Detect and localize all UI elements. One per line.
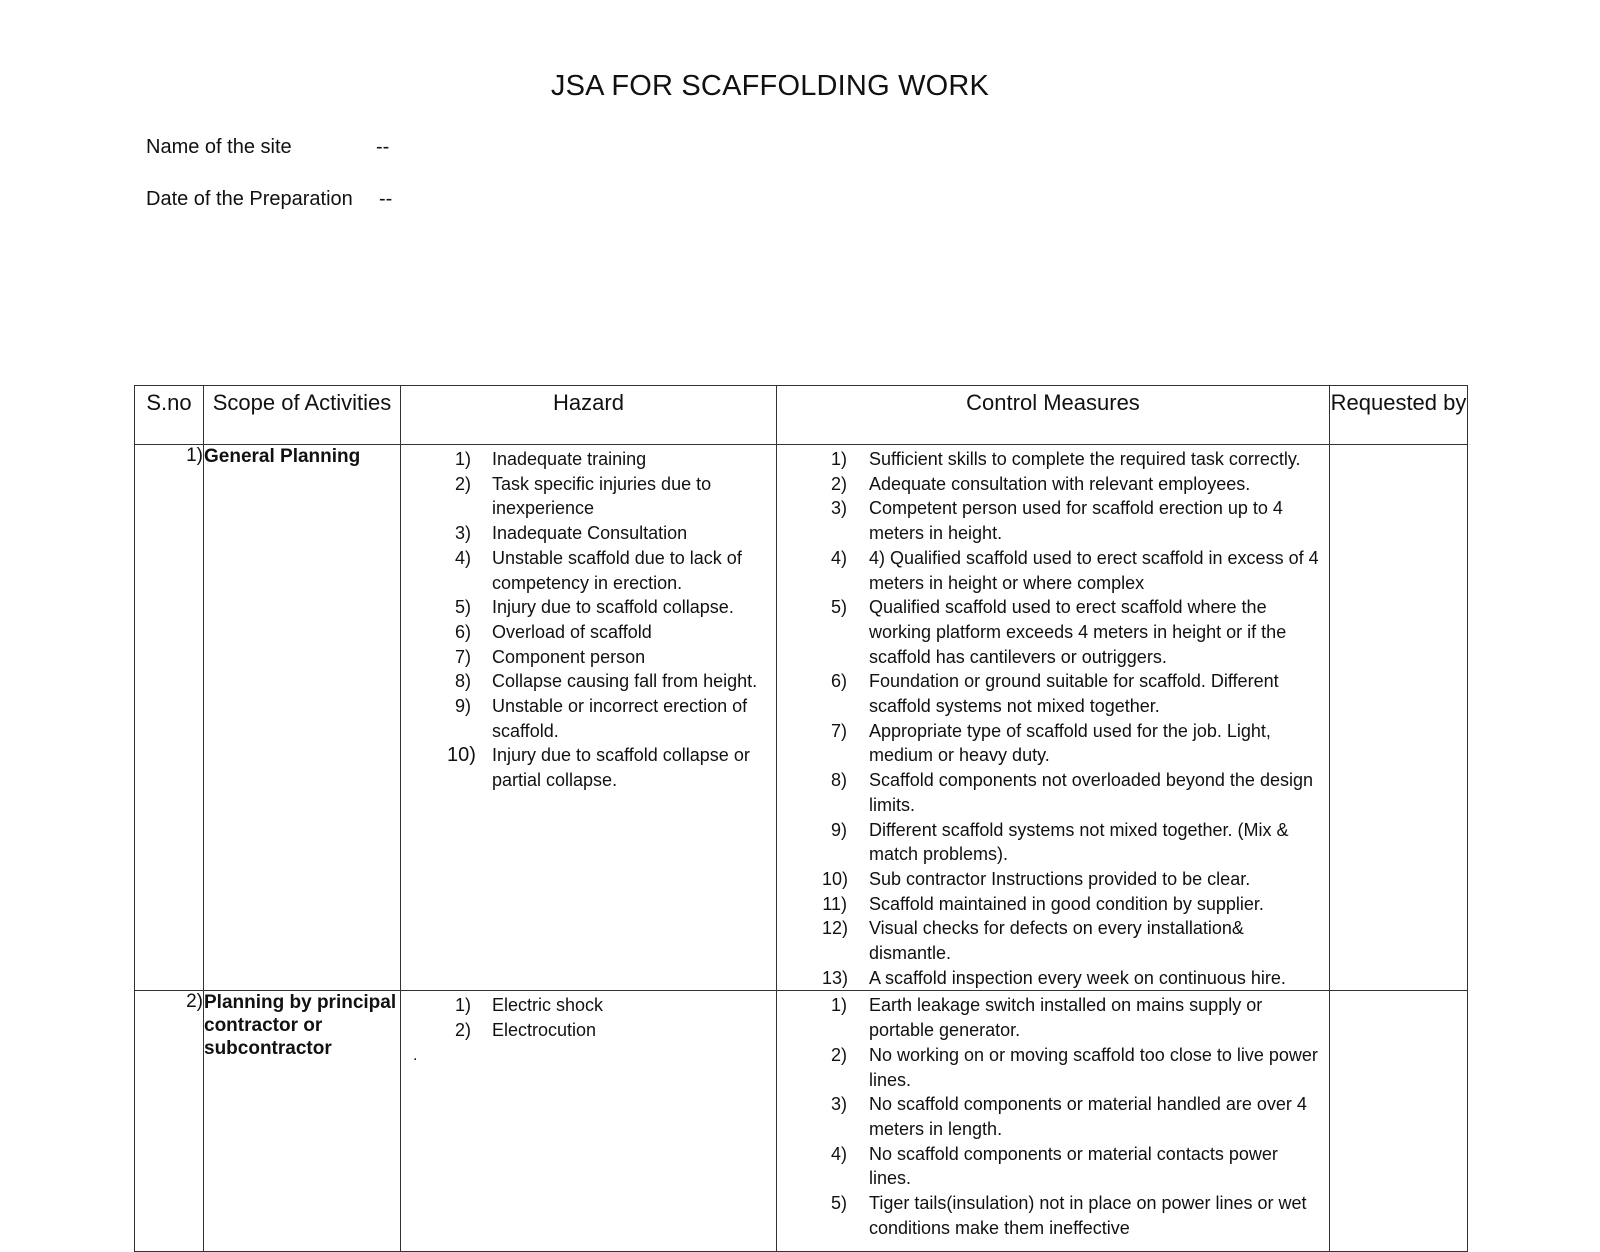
list-item-text: Different scaffold systems not mixed together. (Mix & match problems). [869,819,1289,865]
hazard-item [447,993,768,1018]
list-item-number: 2) [830,473,847,494]
hazard-item [447,620,768,645]
list-item-text: Scaffold maintained in good condition by supplier. [869,893,1264,914]
row-scope-of-activity: General Planning [204,445,401,991]
stray-mark: . [413,1046,418,1064]
site-name-label: Name of the site [146,136,292,158]
list-item-text: Inadequate training [492,449,647,469]
list-item-number: 7) [830,720,847,741]
control-measure-item [822,447,1321,472]
list-item-number: 10) [822,868,849,889]
jsa-table [134,385,1468,1252]
document-title: JSA FOR SCAFFOLDING WORK [550,70,990,102]
list-item-text: Competent person used for scaffold erection up to 4 meters in height. [869,498,1283,544]
list-item-text: Collapse causing fall from height. [492,671,758,692]
list-item-text: Visual checks for defects on every installation& dismantle. [869,918,1244,964]
hazard-item [447,546,768,595]
row-sno: 2) [135,991,204,1252]
list-item-number: 4) [830,547,847,568]
row-control-measures-cell [777,991,1330,1252]
list-item-number: 5) [830,597,847,618]
control-measure-item [822,546,1321,595]
list-item-number: 3) [454,523,471,544]
control-measure-item [822,818,1321,867]
hazard-item [447,521,768,546]
preparation-date-label: Date of the Preparation [146,188,353,210]
list-item-number: 11) [822,893,847,914]
list-item-number: 9) [830,819,847,840]
row-requested-by [1330,445,1468,991]
list-item-text: Scaffold components not overloaded beyond the design limits. [869,770,1313,815]
row-sno: 1) [135,445,204,991]
list-item-text: No working on or moving scaffold too close to live power lines. [869,1044,1318,1090]
list-item-number: 5) [454,597,471,618]
table-row [135,991,1468,1252]
list-item-number: 4) [830,1143,847,1164]
list-item-text: Qualified scaffold used to erect scaffold where the working platform exceeds 4 meters in height or if the scaffold has cantilevers or outriggers. [869,597,1287,667]
hazard-item [447,694,768,743]
row-control-measures-cell [777,445,1330,991]
list-item-text: 4) Qualified scaffold used to erect scaffold in excess of 4 meters in height or where complex [869,547,1319,593]
list-item-text: Sub contractor Instructions provided to be clear. [869,868,1251,889]
hazard-item [447,645,768,670]
list-item-text: Electric shock [492,995,604,1016]
list-item-number: 13) [822,967,849,988]
list-item-number: 8) [830,770,847,791]
table-row [135,445,1468,991]
header-requested-by: Requested by [1330,386,1468,445]
control-measures-list [777,445,1329,990]
control-measure-item [822,1142,1321,1191]
control-measure-item [822,1191,1321,1240]
list-item-number: 1) [454,995,471,1016]
list-item-text: No scaffold components or material handled are over 4 meters in length. [869,1094,1307,1139]
row-scope-of-activity: Planning by principal contractor or subcontractor [204,991,401,1252]
list-item-number: 3) [830,1094,847,1115]
list-item-text: Task specific injuries due to inexperience [492,473,712,519]
list-item-number: 7) [454,646,471,667]
hazard-item [447,669,768,694]
hazard-item [447,1018,768,1043]
control-measure-item [822,719,1321,768]
control-measure-item [822,867,1321,892]
preparation-date-value: -- [379,188,393,210]
list-item-number: 10) [447,744,476,767]
header-scope: Scope of Activities [204,386,401,445]
list-item-text: Component person [492,646,646,667]
hazard-item [447,743,768,792]
header-hazard: Hazard [401,386,777,445]
list-item-text: Foundation or ground suitable for scaffold. Different scaffold systems not mixed together. [869,671,1279,717]
header-control-measures: Control Measures [777,386,1330,445]
row-hazards-cell [401,991,777,1252]
control-measure-item [822,595,1321,669]
list-item-text: Sufficient skills to complete the required task correctly. [869,449,1301,469]
list-item-text: Injury due to scaffold collapse. [492,597,734,618]
list-item-number: 4) [454,547,471,568]
list-item-text: Unstable or incorrect erection of scaffold. [492,696,748,741]
hazard-item [447,472,768,521]
list-item-number: 3) [830,498,847,519]
list-item-text: Electrocution [492,1020,597,1041]
list-item-number: 9) [454,696,471,717]
row-hazards-cell [401,445,777,991]
control-measure-item [822,768,1321,817]
list-item-number: 1) [454,449,471,469]
list-item-text: Tiger tails(insulation) not in place on power lines or wet conditions make them ineffective [869,1193,1307,1238]
site-name-row [146,136,389,159]
row-requested-by [1330,991,1468,1252]
control-measure-item [822,496,1321,545]
list-item-number: 1) [830,995,847,1016]
control-measure-item [822,892,1321,917]
control-measure-item [822,1092,1321,1141]
control-measure-item [822,993,1321,1042]
list-item-number: 2) [830,1044,847,1065]
list-item-text: Inadequate Consultation [492,523,688,544]
preparation-date-row [146,188,392,211]
hazard-item [447,595,768,620]
list-item-text: Overload of scaffold [492,621,652,642]
list-item-number: 6) [830,671,847,692]
list-item-text: Earth leakage switch installed on mains supply or portable generator. [869,995,1263,1041]
list-item-text: Appropriate type of scaffold used for the job. Light, medium or heavy duty. [869,720,1271,766]
list-item-text: Unstable scaffold due to lack of competency in erection. [492,547,742,593]
hazard-list [401,445,776,793]
control-measure-item [822,669,1321,718]
list-item-number: 8) [454,671,471,692]
list-item-number: 1) [830,449,847,469]
header-sno: S.no [135,386,204,445]
control-measure-item [822,966,1321,991]
table-header-row [135,386,1468,445]
hazard-item [447,447,768,472]
list-item-number: 2) [454,473,471,494]
list-item-text: Injury due to scaffold collapse or partial collapse. [492,745,750,791]
list-item-text: A scaffold inspection every week on continuous hire. [869,967,1286,988]
list-item-text: No scaffold components or material contacts power lines. [869,1143,1278,1189]
control-measure-item [822,1043,1321,1092]
control-measure-item [822,472,1321,497]
hazard-list [401,991,776,1042]
list-item-number: 5) [830,1193,847,1214]
list-item-text: Adequate consultation with relevant employees. [869,473,1251,494]
control-measure-item [822,916,1321,965]
list-item-number: 2) [454,1020,471,1041]
site-name-value: -- [376,136,390,158]
list-item-number: 12) [822,918,849,939]
control-measures-list [777,991,1329,1240]
list-item-number: 6) [454,621,471,642]
